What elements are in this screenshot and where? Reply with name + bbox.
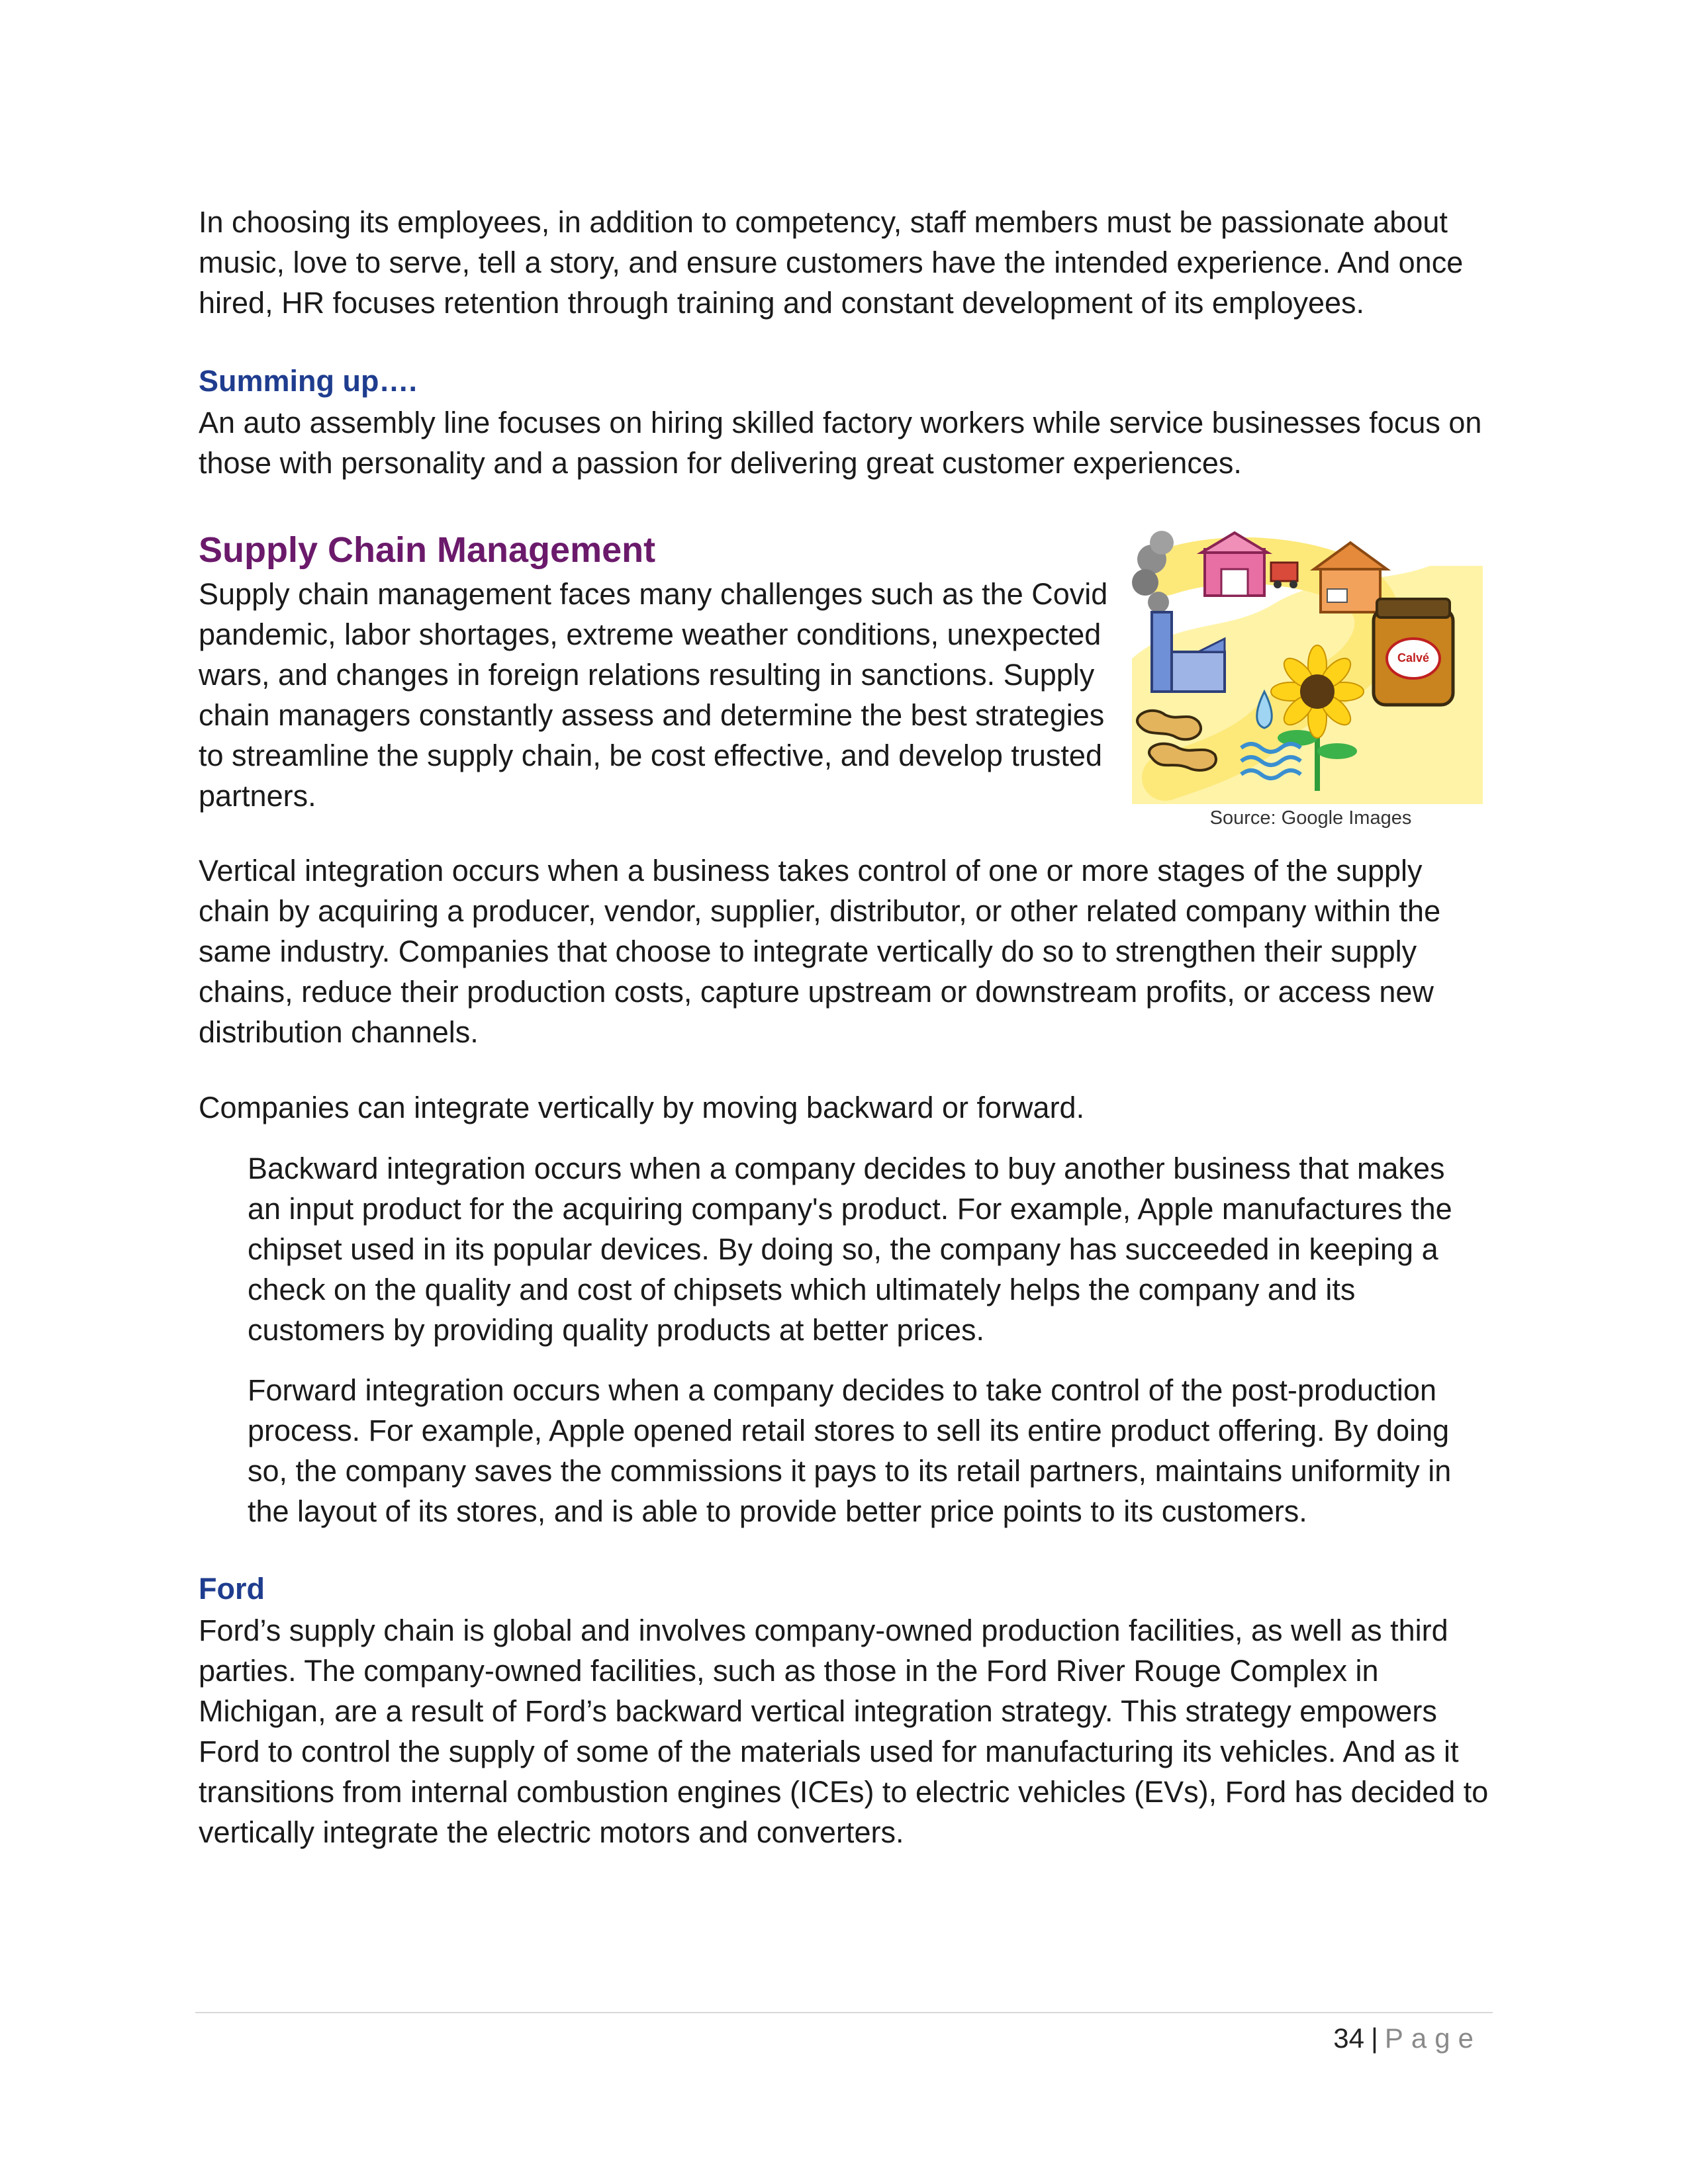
intro-paragraph: In choosing its employees, in addition to competency, staff members must be passionate about music, love to serve, tell a story, and ensure customers have the intended experience. And once hired, HR focuses retention through training and constant development of its employees.	[199, 205, 1464, 320]
forward-integration-paragraph: Forward integration occurs when a company decides to take control of the post-production process. For example, Apple opened retail stores to sell its entire product offering. By doing so, the company saves the commissions it pays to its retail partners, maintains uniformity in the layout of its stores, and is able to provide better price points to its customers.	[248, 1373, 1452, 1528]
summing-up-heading: Summing up….	[199, 364, 417, 398]
backward-integration-paragraph: Backward integration occurs when a company decides to buy another business that makes an input product for the acquiring company's product. For example, Apple manufactures the chipset used in its popular devices. By doing so, the company has succeeded in keeping a check on the quality and cost of chipsets which ultimately helps the company and its customers by providing quality products at better prices.	[248, 1152, 1452, 1347]
supply-chain-paragraph: Supply chain management faces many challenges such as the Covid pandemic, labor shortages, extreme weather conditions, unexpected wars, and changes in foreign relations resulting in sanctions. Supply chain managers constantly assess and determine the best strategies to streamline the supply chain, be cost effective, and develop trusted partners.	[199, 577, 1108, 813]
image-source-caption: Source: Google Images	[1209, 807, 1412, 829]
integration-direction-paragraph: Companies can integrate vertically by moving backward or forward.	[199, 1091, 1085, 1124]
ford-paragraph: Ford’s supply chain is global and involves company-owned production facilities, as well as third parties. The company-owned facilities, such as those in the Ford River Rouge Complex in Michigan, are a result of Ford’s backward vertical integration strategy. This strategy empowers Ford to control the supply of some of the materials used for manufacturing its vehicles. And as it transitions from internal combustion engines (ICEs) to electric vehicles (EVs), Ford has decided to vertically integrate the electric motors and converters.	[199, 1614, 1489, 1849]
supply-chain-illustration	[1125, 526, 1489, 837]
summing-up-paragraph: An auto assembly line focuses on hiring skilled factory workers while service businesses focus on those with personality and a passion for delivering great customer experiences.	[199, 406, 1482, 480]
ford-heading: Ford	[199, 1572, 265, 1606]
footer-divider	[195, 2012, 1493, 2013]
page-number: 34	[1333, 2023, 1364, 2054]
vertical-integration-paragraph: Vertical integration occurs when a business takes control of one or more stages of the supply chain by acquiring a producer, vendor, supplier, distributor, or other related company within the same industry. Companies that choose to integrate vertically do so to strengthen their supply chains, reduce their production costs, capture upstream or downstream profits, or access new distribution channels.	[199, 854, 1441, 1049]
page-label: Page	[1384, 2023, 1481, 2054]
footer-separator: |	[1370, 2023, 1378, 2054]
page-footer	[1333, 2020, 1481, 2057]
jar-label: Calvé	[1397, 651, 1430, 664]
supply-chain-clipart	[1125, 526, 1489, 804]
supply-chain-heading: Supply Chain Management	[199, 530, 656, 570]
